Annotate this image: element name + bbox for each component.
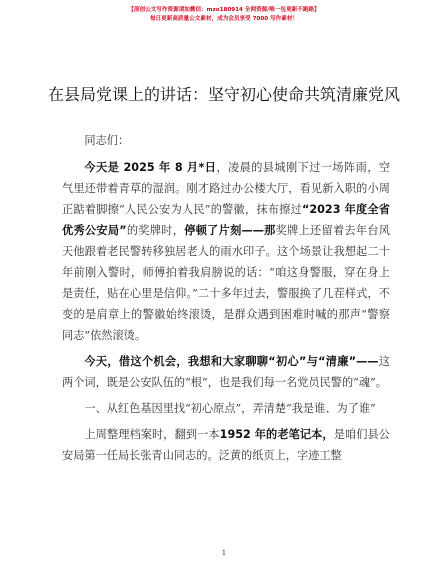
award-name: “2023 年度全省优秀公安局” (62, 203, 390, 237)
p2-text: 这两个词，既是公安队伍的“根”，也是我们每一名党员民警的“魂”。 (62, 355, 390, 389)
pause-phrase: 停顿了片刻——那 (184, 224, 276, 237)
page-number: 1 (221, 549, 227, 557)
paragraph-1 (62, 157, 390, 346)
p3-text-1: 上周整理档案时，翻到一本 (84, 428, 220, 441)
promo-line-1: 【原创公文写作资源请加微信：mzo180914 全网资源/唯一包更新不跑路】 (128, 7, 320, 13)
salutation: 同志们： (84, 134, 130, 147)
p3-text-2: 是咱们县公安局第一任局长张青山同志的。泛黄的纸页上，字迹工整 (62, 428, 390, 462)
document-body (62, 130, 390, 466)
promo-banner (0, 6, 448, 24)
document-title: 在县局党课上的讲话：坚守初心使命共筑清廉党风 (47, 85, 400, 104)
notebook-year: 1952 年的老笔记本， (219, 428, 334, 441)
p2-bold: 今天，借这个机会，我想和大家聊聊“初心”与“清廉”—— (84, 355, 379, 368)
paragraph-3 (62, 424, 390, 466)
promo-line-2: 每日更新高质量公文素材，成为会员享受 7000 写作素材！ (149, 16, 299, 22)
paragraph-2 (62, 351, 390, 393)
p1-text-3: 奖牌上还留着去年台风天他跟着老民警转移独居老人的雨水印子。这个场景让我想起二十年前刚入警时，师傅拍着我肩膀说的话：“咱这身警服，穿在身上是责任，贴在心里是信仰。”二十多年过去，警服换了几茬样式，不变的是肩章上的警徽始终滚烫，是群众遇到困难时喊的那声“警察同志”依然滚烫。 (62, 224, 390, 342)
section-heading-1: 一、从红色基因里找“初心原点”，弄清楚“我是谁、为了谁” (84, 402, 376, 415)
p1-text-1: ，凌晨的县城刚下过一场阵雨，空气里还带着青草的湿润。刚才路过办公楼大厅，看见新入职的小周正踮着脚擦“人民公安为人民”的警徽，抹布擦过 (62, 161, 390, 216)
date-phrase: 今天是 2025 年 8 月*日 (84, 161, 217, 174)
p1-text-2: 的奖牌时， (126, 224, 185, 237)
